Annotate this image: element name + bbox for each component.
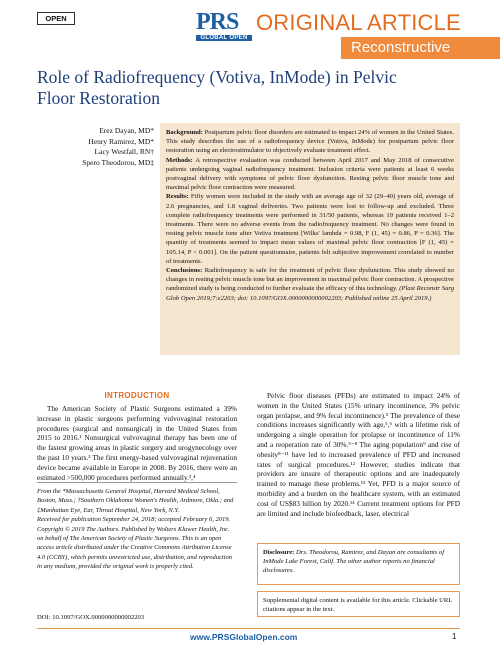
disclosure-label: Disclosure: <box>263 549 295 556</box>
received-dates: Received for publication September 24, 2018; accepted February 6, 2019. <box>37 516 231 524</box>
doi-link[interactable]: DOI: 10.1097/GOX.0000000000002203 <box>37 614 145 621</box>
article-title: Role of Radiofrequency (Votiva, InMode) in Pelvic Floor Restoration <box>37 67 397 108</box>
prs-logo <box>196 10 252 44</box>
article-type: ORIGINAL ARTICLE <box>256 10 461 35</box>
logo-text: PRS <box>196 9 239 35</box>
page-number: 1 <box>452 632 457 641</box>
author: Erez Dayan, MD* <box>99 126 154 135</box>
footnote-divider <box>37 482 237 483</box>
copyright-notice: Copyright © 2019 The Authors. Published by Wolters Kluwer Health, Inc. on behalf of The American Society of Plastic Surgeons. This is an open access article distributed under the Creative Commons Attribution License 4.0 (CCBY), which permits unrestricted use, distribution, and reproduction in any medium, provided the original work is properly cited. <box>37 525 232 571</box>
footer-rule <box>37 628 460 629</box>
author-list <box>40 126 154 168</box>
journal-website-link[interactable]: www.PRSGlobalOpen.com <box>190 632 298 642</box>
affiliations: From the *Massachusetts General Hospital, Harvard Medical School, Boston, Mass.; †Southern Oklahoma Women's Health, Ardmore, Okla.; and ‡Manhattan Eye, Ear, Throat Hospital, New York, N.Y. <box>37 488 234 514</box>
section-label: Reconstructive <box>341 37 500 59</box>
affiliation-footnote <box>37 487 237 572</box>
abstract-methods: Methods: A retrospective evaluation was conducted between April 2017 and May 2018 of consecutive patients undergoing vaginal radiofrequency treatment. Inclusion criteria were patients at least 6 weeks postvaginal delivery with symptoms of pelvic floor dysfunction. Resting pelvic floor muscle tone and maximal pelvic floor contraction were measured. <box>166 156 454 192</box>
disclosure-box <box>257 543 460 585</box>
disclosure-text: Drs. Theodorou, Ramirez, and Dayan are consultants of InMode Lake Forest, Calif. The other author reports no financial disclosures. <box>263 549 445 574</box>
author: Spero Theodorou, MD‡ <box>82 157 154 167</box>
intro-paragraph-1: The American Society of Plastic Surgeons estimated a 39% increase in plastic surgeons performing vulvovaginal restoration procedures (surgical and nonsurgical) in the United States from 2015 to 2016.¹ Nonsurgical vulvovaginal therapy has been one of the fastest growing areas in plastic surgery and urogynecology over the past 10 years.² The first energy-based vulvovaginal rejuvenation device became available in Europe in 2008. By 2016, there were an estimated >500,000 procedures performed annually.³,⁴ <box>37 404 237 482</box>
abstract-box <box>160 123 460 355</box>
abstract-background: Background: Postpartum pelvic floor disorders are estimated to impact 24% of women in the United States. This study describes the use of a radiofrequency device (Votiva, InMode) for postpartum pelvic floor restoration using an electrostimulator to objectively evaluate treatment effect. <box>166 129 454 155</box>
logo-subtitle: GLOBAL OPEN <box>196 35 252 41</box>
intro-paragraph-2: Pelvic floor diseases (PFDs) are estimated to impact 24% of women in the United States (15% urinary incontinence, 3% pelvic organ prolapse, and 9% fecal incontinence).⁵ The prevalence of these conditions increases significantly with age,⁵,⁶ with a lifetime risk of undergoing a single operation for prolapse or incontinence of 11% and a reoperation rate of 30%.⁵⁻⁸ The aging population⁹ and rise of obesity⁸⁻¹¹ have led to increased prevalence of PFD and increased rates of surgical procedures.¹² However, studies indicate that providers are unsure of therapeutic options and are inadequately trained to manage these problems.¹³ Yet, PFD is a major source of morbidity and a burden on the healthcare system, with an estimated cost of US$83 billion by 2020.¹⁴ Current treatment options for PFD are limited and include biofeedback, laser, electrical <box>257 391 460 518</box>
author: Henry Ramirez, MD* <box>88 136 154 146</box>
open-access-badge: OPEN <box>37 12 75 25</box>
supplemental-content-box: Supplemental digital content is available for this article. Clickable URL citations appear in the text. <box>257 591 460 617</box>
abstract-citation: (Plast Reconstr Surg Glob Open 2019;7:e2203; doi: 10.1097/GOX.0000000000002203; Published online 25 April 2019.) <box>166 285 454 302</box>
author: Lacy Westfall, RN† <box>94 147 154 156</box>
introduction-heading: INTRODUCTION <box>104 391 170 400</box>
abstract-results: Results: Fifty women were included in the study with an average age of 32 (29–40) years old, average of 2.6 pregnancies, and 1.8 vaginal deliveries. Two patients were lost to follow-up and excluded. Three complete radiofrequency treatments were performed in 31/50 patients, whereas 19 patients received 1–2 treatments. There were no adverse events from the radiofrequency treatment. No changes were found in resting pelvic muscle tone after Votiva treatment [Wilks' lambda = 0.98, F (1, 45) = 0.86, P = 0.36]. The quantity of treatments seemed to impact mean values of maximal pelvic floor contraction [F (1, 45) = 105.14, P < 0.001]. On the patient questionnaire, patients felt subjective improvement correlated to number of treatments. <box>166 193 454 265</box>
abstract-conclusions: Conclusions: Radiofrequency is safe for the treatment of pelvic floor dysfunction. This study showed no changes in resting pelvic muscle tone but an improvement in maximal pelvic floor contraction. A prospective randomized study is being conducted to further evaluate the efficacy of this technology. (Plast Reconstr Surg Glob Open 2019;7:e2203; doi: 10.1097/GOX.0000000000002203; Published online 25 April 2019.) <box>166 267 454 302</box>
